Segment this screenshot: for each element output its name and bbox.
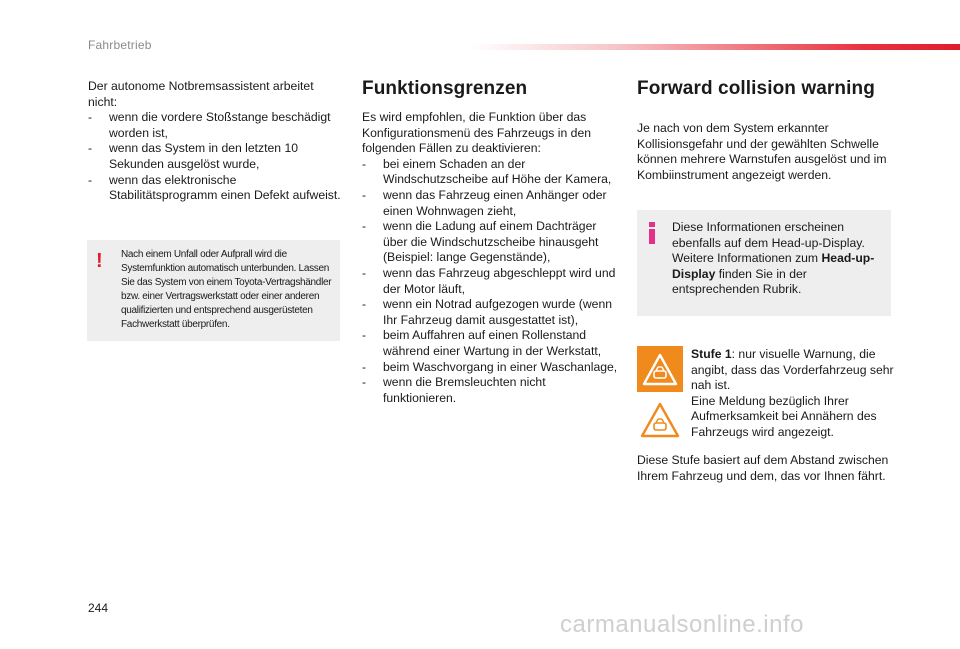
- col3-intro: Je nach von dem System erkannter Kollisionsgefahr und der gewählten Schwelle können mehrere Warnstufen ausgelöst und im Kombiinstrument angezeigt werden.: [637, 121, 887, 182]
- list-item: - wenn das elektronische Stabilitätsprogramm einen Defekt aufweist.: [88, 173, 346, 204]
- list-item: - wenn die Bremsleuchten nicht funktionieren.: [362, 375, 622, 406]
- col1-intro: Der autonome Notbremsassistent arbeitet nicht:: [88, 79, 314, 109]
- stufe-text: : nur visuelle Warnung, die angibt, dass das Vorderfahrzeug sehr nah ist.: [691, 347, 894, 393]
- header-gradient-bar: [470, 44, 960, 50]
- info-icon: [646, 222, 658, 244]
- stufe-description: [691, 347, 896, 441]
- warning-level-1-icon: [637, 346, 683, 392]
- page-number: 244: [88, 601, 109, 615]
- section-title: Fahrbetrieb: [88, 38, 152, 52]
- stufe-1-text: [691, 347, 896, 394]
- list-item: - wenn die Ladung auf einem Dachträger über die Windschutzscheibe hinausgeht (Beispiel: lange Gegenstände),: [362, 219, 622, 266]
- col2-list: [362, 157, 622, 407]
- list-item: - wenn das Fahrzeug einen Anhänger oder einen Wohnwagen zieht,: [362, 188, 622, 219]
- list-item: - wenn ein Notrad aufgezogen wurde (wenn Ihr Fahrzeug damit ausgestattet ist),: [362, 297, 622, 328]
- info-text-part: finden Sie in der entsprechenden Rubrik.: [672, 266, 807, 297]
- watermark: carmanualsonline.info: [560, 611, 804, 638]
- list-item: - beim Auffahren auf einen Rollenstand während einer Wartung in der Werkstatt,: [362, 328, 622, 359]
- section-heading-forward-collision-warning: Forward collision warning: [637, 78, 875, 99]
- col1-list: [88, 110, 346, 204]
- list-item: - wenn das Fahrzeug abgeschleppt wird und der Motor läuft,: [362, 266, 622, 297]
- info-text: [672, 220, 882, 298]
- info-text-bold: Head-up-Display: [672, 251, 875, 281]
- list-item: - bei einem Schaden an der Windschutzscheibe auf Höhe der Kamera,: [362, 157, 622, 188]
- list-item: - wenn die vordere Stoßstange beschädigt worden ist,: [88, 110, 346, 141]
- section-heading-funktionsgrenzen: Funktionsgrenzen: [362, 78, 528, 99]
- stufe-message-text: Eine Meldung bezüglich Ihrer Aufmerksamkeit bei Annähern des Fahrzeugs wird angezeigt.: [691, 393, 877, 439]
- exclamation-icon: !: [96, 250, 103, 272]
- list-item: - wenn das System in den letzten 10 Sekunden ausgelöst wurde,: [88, 141, 346, 172]
- column-3: [637, 78, 897, 183]
- collision-warning-triangle-icon: [637, 399, 683, 441]
- closing-paragraph: Diese Stufe basiert auf dem Abstand zwischen Ihrem Fahrzeug und dem, das vor Ihnen fährt.: [637, 453, 889, 483]
- column-1: [88, 79, 346, 204]
- info-text-part: Diese Informationen erscheinen ebenfalls auf dem Head-up-Display. Weitere Informationen zum: [672, 220, 865, 266]
- col2-intro: Es wird empfohlen, die Funktion über das Konfigurationsmenü des Fahrzeugs in den folgenden Fällen zu deaktivieren:: [362, 110, 591, 156]
- list-item: - beim Waschvorgang in einer Waschanlage,: [362, 360, 622, 376]
- column-2: [362, 78, 622, 406]
- warning-text: Nach einem Unfall oder Aufprall wird die Systemfunktion automatisch unterbunden. Lassen Sie das System von einem Toyota-Vertragshändler bzw. einer Vertragswerkstatt oder einer anderen qualifizierten und entsprechend ausgerüsteten Fachwerkstatt überprüfen.: [121, 249, 332, 330]
- stufe-label: Stufe 1: [691, 347, 732, 361]
